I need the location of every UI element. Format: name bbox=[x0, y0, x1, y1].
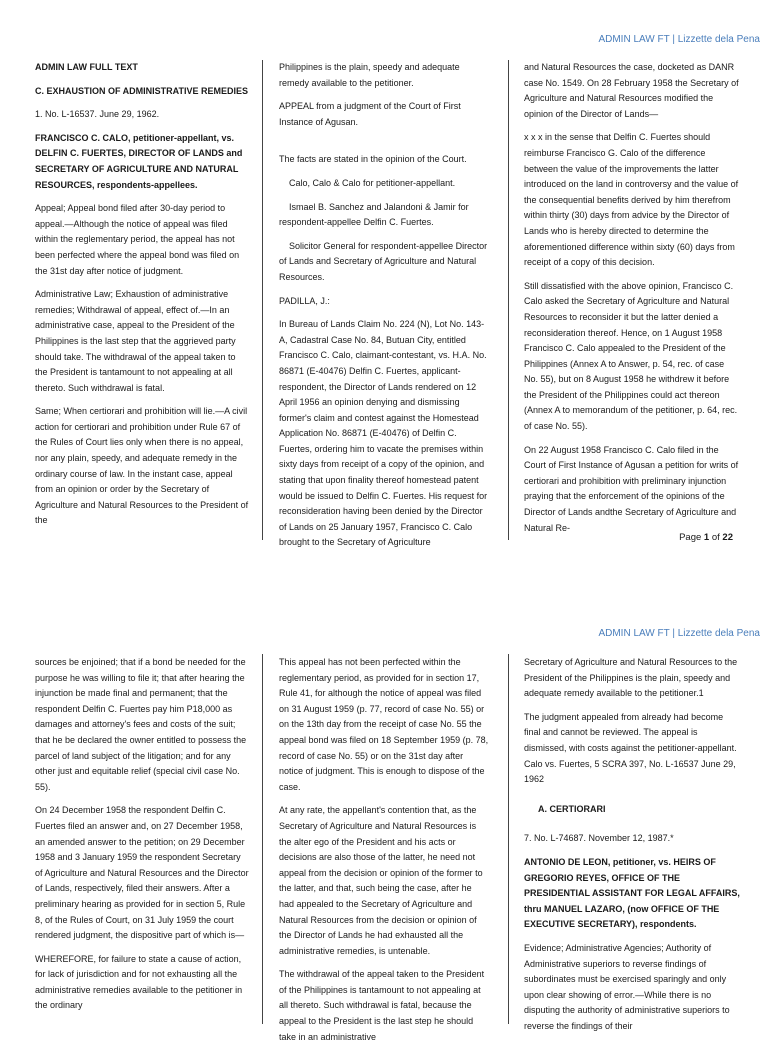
paragraph: and Natural Resources the case, docketed as DANR case No. 1549. On 28 February 1958 the Secretary of Agriculture and Natural Resources modified the opinion of the Director of Lands— bbox=[524, 62, 739, 119]
syllabus-paragraph: Evidence; Administrative Agencies; Authority of Administrative superiors to reverse findings of subordinates must be exercised sparingly and only upon clear showing of error.—While there is no disputing the authority of administrative superiors to reverse the findings of their bbox=[524, 942, 730, 1031]
case-citation: 1. No. L-16537. June 29, 1962. bbox=[35, 109, 160, 120]
paragraph: Still dissatisfied with the above opinion, Francisco C. Calo asked the Secretary of Agriculture and Natural Resources to reconsider it but the latter denied a reconsideration thereof. Hence, on 1 August 1958 Francisco C. Calo appealed to the President of the Philippines (Annex A to Answer, p. 54, rec. of case No. 55), but on 8 August 1958 he withdrew it before the President of the Philippines could act thereon (Annex A to memorandum of the petitioner, p. 64, rec. of case No. 55). bbox=[524, 280, 738, 432]
paragraph: The judgment appealed from already had become final and cannot be reviewed. The appeal is dismissed, with costs against the petitioner-appellant. Calo vs. Fuertes, 5 SCRA 397, No. L-16537 June 29, 1962 bbox=[524, 711, 737, 785]
ponente: PADILLA, J.: bbox=[279, 295, 330, 306]
counsel-line: Solicitor General for respondent-appellee Director of Lands and Secretary of Agriculture and Natural Resources. bbox=[279, 240, 488, 282]
paragraph: At any rate, the appellant's contention that, as the Secretary of Agriculture and Natural Resources is the alter ego of the President and his acts or decisions are also those of the latter, he need not appeal from the decision or opinion of the former to the latter, and that, such being the case, after he had appealed to the Secretary of Agriculture and Natural Resources from the decision or opinion of the Director of Lands he had exhausted all the administrative remedies, is untenable. bbox=[279, 805, 483, 956]
paragraph: The facts are stated in the opinion of the Court. bbox=[279, 154, 467, 165]
page1-column-1 bbox=[35, 60, 249, 537]
paragraph: On 24 December 1958 the respondent Delfin C. Fuertes filed an answer and, on 27 December 1958, an amended answer to the petition; on 29 December 1958 and 3 January 1959 the respondent Secretary of Agriculture and Natural Resources and the Director of Lands, respectively, filed their answers. After a preliminary hearing as provided for in section 5, Rule 8, of the Rules of Court, on 31 July 1959 the court rendered judgment, the dispositive part of which is— bbox=[35, 805, 249, 941]
paragraph: In Bureau of Lands Claim No. 224 (N), Lot No. 143-A, Cadastral Case No. 84, Butuan City, entitled Francisco C. Calo, claimant-contestant, vs. H.A. No. 86871 (E-40476) Delfin C. Fuertes, applicant-respondent, the Director of Lands rendered on 12 April 1956 an opinion denying and dismissing former's claim and contest against the Homestead Application No. 86871 (E-40476) of Delfin C. Fuertes, ordering him to vacate the premises within sixty days from receipt of a copy of the opinion, and stating that upon finality thereof homestead patent would be issued to Delfin C. Fuertes. His request for reconsideration having been denied by the Director of Lands on 25 January 1957, Francisco C. Calo brought to the Secretary of Agriculture bbox=[279, 319, 488, 548]
document-title: ADMIN LAW FULL TEXT bbox=[35, 62, 138, 72]
page-number: Page 1 of 22 bbox=[679, 532, 733, 543]
counsel-line: Calo, Calo & Calo for petitioner-appellant. bbox=[289, 177, 456, 188]
section-heading: A. CERTIORARI bbox=[538, 803, 606, 814]
section-heading: C. EXHAUSTION OF ADMINISTRATIVE REMEDIES bbox=[35, 85, 249, 96]
counsel-line: Ismael B. Sanchez and Jalandoni & Jamir for respondent-appellee Delfin C. Fuertes. bbox=[279, 201, 469, 228]
case-parties: FRANCISCO C. CALO, petitioner-appellant, vs. DELFIN C. FUERTES, DIRECTOR OF LANDS and SECRETARY OF AGRICULTURE AND NATURAL RESOURCES, respondents-appellees. bbox=[35, 132, 243, 190]
page1-column-2 bbox=[279, 60, 489, 559]
column-divider bbox=[262, 654, 263, 1024]
page1-column-3 bbox=[524, 60, 740, 544]
paragraph: On 22 August 1958 Francisco C. Calo filed in the Court of First Instance of Agusan a petition for writs of certiorari and prohibition with preliminary injunction praying that the enforcement of the opinions of the Director of Lands andthe Secretary of Agriculture and Natural Re- bbox=[524, 444, 739, 533]
page2-column-2 bbox=[279, 655, 489, 1053]
page2-column-1 bbox=[35, 655, 249, 1022]
paragraph: WHEREFORE, for failure to state a cause of action, for lack of jurisdiction and for not exhausting all the administrative remedies available to the petitioner in the ordinary bbox=[35, 953, 243, 1011]
column-divider bbox=[262, 60, 263, 540]
paragraph: Secretary of Agriculture and Natural Resources to the President of the Philippines is the plain, speedy and adequate remedy available to the petitioner.1 bbox=[524, 657, 738, 699]
column-divider bbox=[508, 654, 509, 1024]
paragraph: The withdrawal of the appeal taken to the President of the Philippines is tantamount to not appealing at all thereto. Such withdrawal is fatal, because the appeal to the President is the last step he should take in an administrative bbox=[279, 969, 485, 1042]
page-gap bbox=[0, 548, 768, 592]
syllabus-paragraph: Administrative Law; Exhaustion of administrative remedies; Withdrawal of appeal, effect of.—In an administrative case, appeal to the President of the Philippines is the last step that the aggrieved party should take. The withdrawal of the appeal taken to the President is tantamount to not appealing at all thereto. Such withdrawal is fatal. bbox=[35, 289, 236, 393]
case-citation: 7. No. L-74687. November 12, 1987.* bbox=[524, 833, 674, 844]
syllabus-paragraph: Same; When certiorari and prohibition will lie.—A civil action for certiorari and prohibition under Rule 67 of the Rules of Court lies only when there is no appeal, nor any plain, speedy, and adequate remedy in the ordinary course of law. In the instant case, appeal from an opinion or order by the Secretary of Agriculture and Natural Resources to the President of the bbox=[35, 406, 249, 526]
quoted-paragraph: x x x in the sense that Delfin C. Fuertes should reimburse Francisco G. Calo of the difference between the value of the improvements the latter introduced on the land in controversy and the value of the consequential benefits derived by him therefrom within thirty (30) days from advice by the Director of Lands who is hereby directed to determine the aforementioned difference within sixty (60) days from receipt of a copy of this decision. bbox=[524, 132, 739, 268]
paragraph: APPEAL from a judgment of the Court of First Instance of Agusan. bbox=[279, 101, 461, 127]
paragraph: sources be enjoined; that if a bond be needed for the purpose he was willing to file it; that after hearing the injunction be made final and permanent; that the respondent Delfin C. Fuertes pay him P18,000 as damages and attorney's fees and costs of the suit; that he be declared the owner entitled to possess the parcel of land subject of the litigation; and for any other just and equitable relief (special civil case No. 55). bbox=[35, 657, 247, 792]
page2-column-3 bbox=[524, 655, 740, 1042]
syllabus-paragraph: Appeal; Appeal bond filed after 30-day period to appeal.—Although the notice of appeal was filed within the reglementary period, the appeal has not been perfected where the appeal bond was filed on the 31st day after notice of judgment. bbox=[35, 203, 240, 276]
paragraph: This appeal has not been perfected within the reglementary period, as provided for in section 17, Rule 41, for although the notice of appeal was filed on 31 August 1959 (p. 77, record of case No. 55) or on the 13th day from the receipt of case No. 55 the appeal bond was filed on 18 September 1959 (p. 78, record of case No. 55) or on the 31st day after notice of judgment. This is enough to dispose of the case. bbox=[279, 657, 489, 792]
running-header: ADMIN LAW FT | Lizzette dela Pena bbox=[598, 628, 760, 639]
paragraph: Philippines is the plain, speedy and adequate remedy available to the petitioner. bbox=[279, 62, 460, 88]
case-parties: ANTONIO DE LEON, petitioner, vs. HEIRS OF GREGORIO REYES, OFFICE OF THE PRESIDENTIAL ASSISTANT FOR LEGAL AFFAIRS, thru MANUEL LAZARO, (now OFFICE OF THE EXECUTIVE SECRETARY), respondents. bbox=[524, 856, 740, 930]
column-divider bbox=[508, 60, 509, 540]
running-header: ADMIN LAW FT | Lizzette dela Pena bbox=[598, 34, 760, 45]
document-page-2 bbox=[0, 594, 768, 1042]
